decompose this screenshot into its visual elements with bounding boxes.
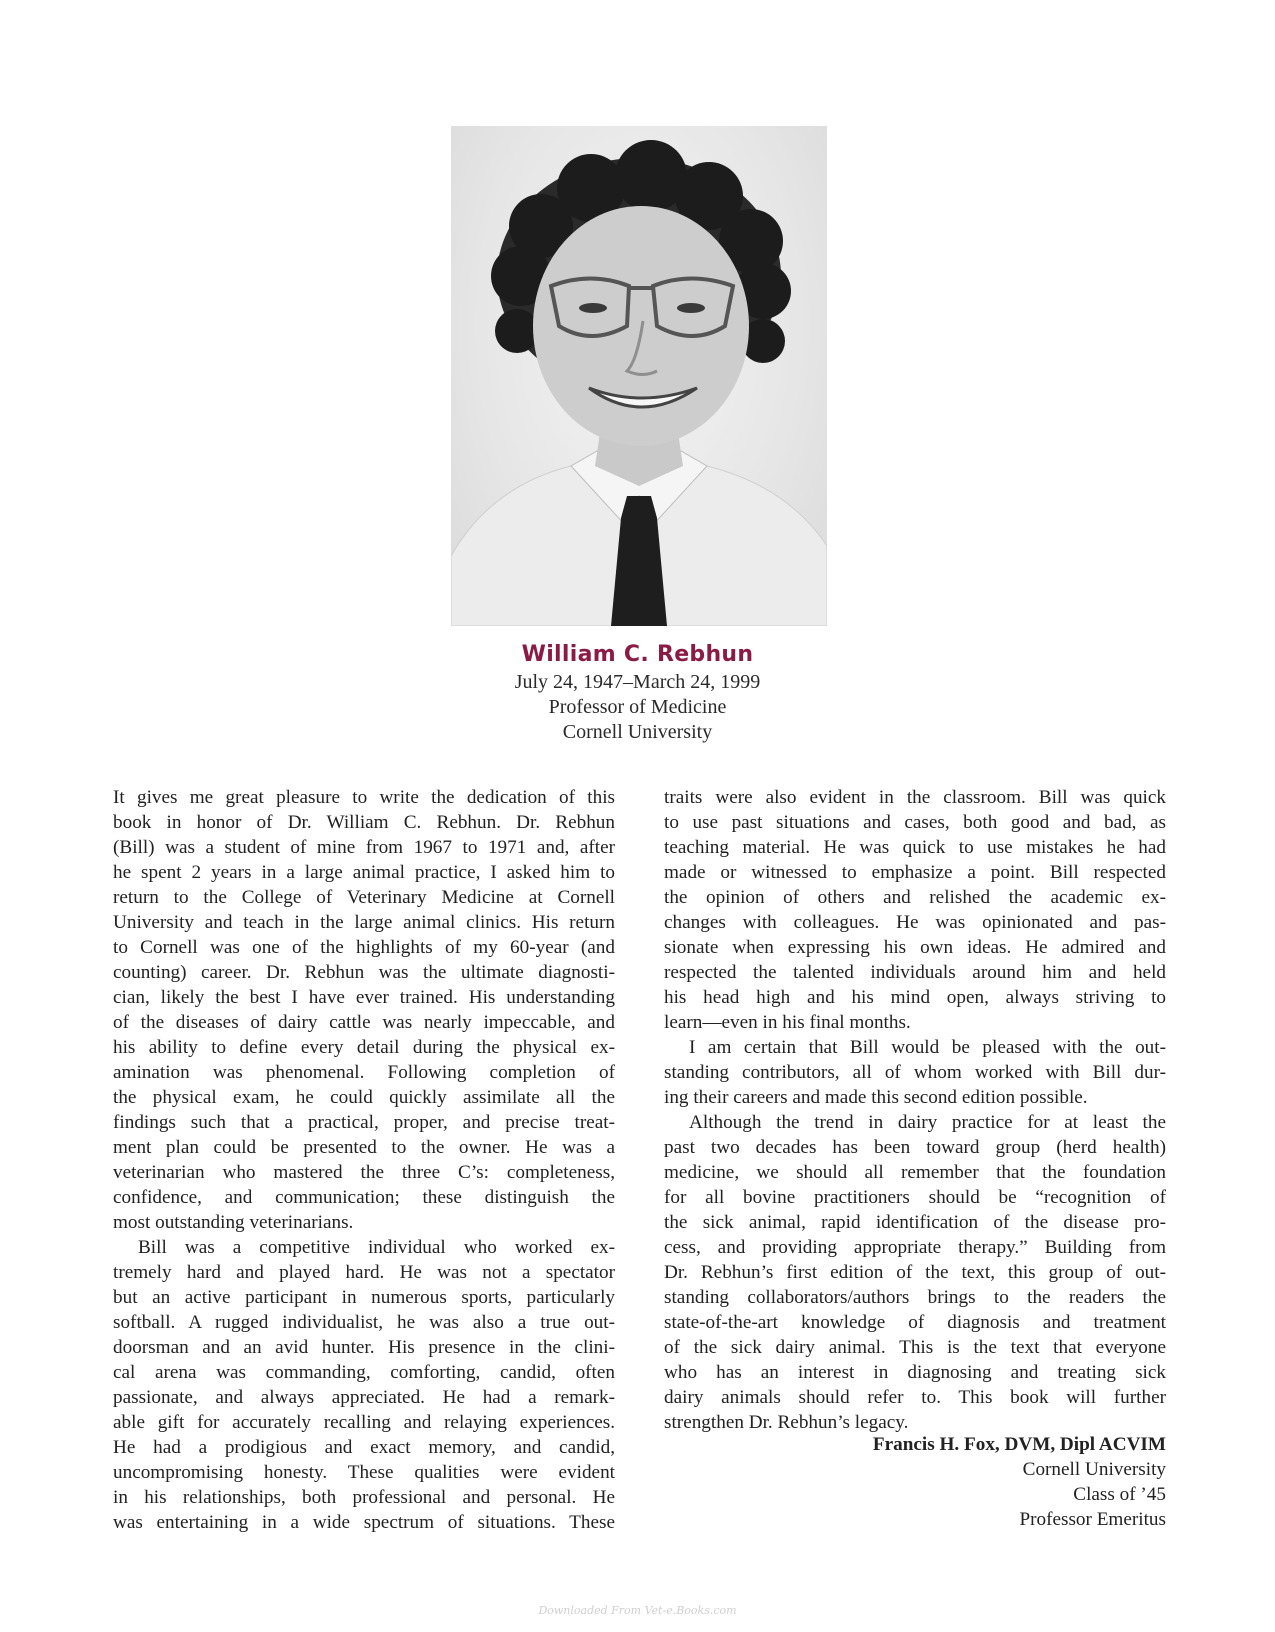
text-line: cal arena was commanding, comforting, candid, often — [113, 1362, 615, 1383]
text-line: return to the College of Veterinary Medicine at Cornell — [113, 887, 615, 908]
text-line: Bill was a competitive individual who worked ex- — [138, 1237, 615, 1258]
text-line: amination was phenomenal. Following completion of — [113, 1062, 615, 1083]
text-line: medicine, we should all remember that the foundation — [664, 1162, 1166, 1183]
text-line: University and teach in the large animal clinics. His return — [113, 912, 615, 933]
text-line: to use past situations and cases, both good and bad, as — [664, 812, 1166, 833]
honoree-dates: July 24, 1947–March 24, 1999 — [514, 671, 761, 693]
text-line: It gives me great pleasure to write the dedication of this — [113, 787, 615, 808]
text-line: state-of-the-art knowledge of diagnosis and treatment — [664, 1312, 1166, 1333]
text-line: (Bill) was a student of mine from 1967 to 1971 and, after — [113, 837, 615, 858]
text-line: traits were also evident in the classroom. Bill was quick — [664, 787, 1166, 808]
text-line: standing contributors, all of whom worked with Bill dur- — [664, 1062, 1166, 1083]
text-line: teaching material. He was quick to use mistakes he had — [664, 837, 1166, 858]
signature-institution: Cornell University — [1022, 1459, 1166, 1480]
text-line: able gift for accurately recalling and relaying experiences. — [113, 1412, 615, 1433]
text-line: cian, likely the best I have ever trained. His understanding — [113, 987, 615, 1008]
text-line: to Cornell was one of the highlights of my 60-year (and — [113, 937, 615, 958]
text-line: doorsman and an avid hunter. His presence in the clini- — [113, 1337, 615, 1358]
text-line: passionate, and always appreciated. He had a remark- — [113, 1387, 615, 1408]
text-line: ment plan could be presented to the owner. He was a — [113, 1137, 615, 1158]
portrait-photo — [451, 126, 827, 626]
text-line: findings such that a practical, proper, and precise treat- — [113, 1112, 615, 1133]
dedication-left-column — [113, 785, 615, 1535]
text-line: strengthen Dr. Rebhun’s legacy. — [664, 1412, 909, 1433]
text-line: who has an interest in diagnosing and treating sick — [664, 1362, 1166, 1383]
text-line: the physical exam, he could quickly assimilate all the — [113, 1087, 615, 1108]
text-line: cess, and providing appropriate therapy.” Building from — [664, 1237, 1166, 1258]
watermark: Downloaded From Vet-e.Books.com — [538, 1604, 737, 1617]
text-line: of the sick dairy animal. This is the text that everyone — [664, 1337, 1166, 1358]
text-line: Dr. Rebhun’s first edition of the text, this group of out- — [664, 1262, 1166, 1283]
text-line: the opinion of others and relished the academic ex- — [664, 887, 1166, 908]
signature-class: Class of ’45 — [1073, 1484, 1166, 1505]
text-line: of the diseases of dairy cattle was nearly impeccable, and — [113, 1012, 615, 1033]
text-line: most outstanding veterinarians. — [113, 1212, 354, 1233]
text-line: was entertaining in a wide spectrum of situations. These — [113, 1512, 615, 1533]
text-line: sionate when expressing his own ideas. He admired and — [664, 937, 1166, 958]
text-line: made or witnessed to emphasize a point. Bill respected — [664, 862, 1166, 883]
signature-title: Professor Emeritus — [1019, 1509, 1166, 1530]
text-line: book in honor of Dr. William C. Rebhun. Dr. Rebhun — [113, 812, 615, 833]
text-line: softball. A rugged individualist, he was also a true out- — [113, 1312, 615, 1333]
signature-name: Francis H. Fox, DVM, Dipl ACVIM — [872, 1434, 1166, 1455]
text-line: confidence, and communication; these distinguish the — [113, 1187, 615, 1208]
text-line: changes with colleagues. He was opinionated and pas- — [664, 912, 1166, 933]
text-line: in his relationships, both professional and personal. He — [113, 1487, 615, 1508]
text-line: standing collaborators/authors brings to the readers the — [664, 1287, 1166, 1308]
text-line: tremely hard and played hard. He was not a spectator — [113, 1262, 615, 1283]
honoree-institution: Cornell University — [562, 721, 713, 743]
text-line: I am certain that Bill would be pleased with the out- — [689, 1037, 1166, 1058]
signature-block — [664, 1432, 1166, 1532]
text-line: He had a prodigious and exact memory, and candid, — [113, 1437, 615, 1458]
text-line: he spent 2 years in a large animal practice, I asked him to — [113, 862, 615, 883]
text-line: past two decades has been toward group (herd health) — [664, 1137, 1166, 1158]
text-line: his ability to define every detail during the physical ex- — [113, 1037, 615, 1058]
honoree-name: William C. Rebhun — [521, 642, 754, 667]
text-line: ing their careers and made this second edition possible. — [664, 1087, 1088, 1108]
text-line: respected the talented individuals around him and held — [664, 962, 1166, 983]
dedication-right-column — [664, 785, 1166, 1435]
text-line: learn—even in his final months. — [664, 1012, 911, 1033]
text-line: veterinarian who mastered the three C’s: completeness, — [113, 1162, 615, 1183]
text-line: Although the trend in dairy practice for at least the — [689, 1112, 1166, 1133]
honoree-title: Professor of Medicine — [548, 696, 727, 718]
text-line: but an active participant in numerous sports, particularly — [113, 1287, 615, 1308]
text-line: his head high and his mind open, always striving to — [664, 987, 1166, 1008]
text-line: counting) career. Dr. Rebhun was the ultimate diagnosti- — [113, 962, 615, 983]
text-line: dairy animals should refer to. This book will further — [664, 1387, 1166, 1408]
text-line: uncompromising honesty. These qualities were evident — [113, 1462, 615, 1483]
text-line: for all bovine practitioners should be “recognition of — [664, 1187, 1166, 1208]
text-line: the sick animal, rapid identification of the disease pro- — [664, 1212, 1166, 1233]
